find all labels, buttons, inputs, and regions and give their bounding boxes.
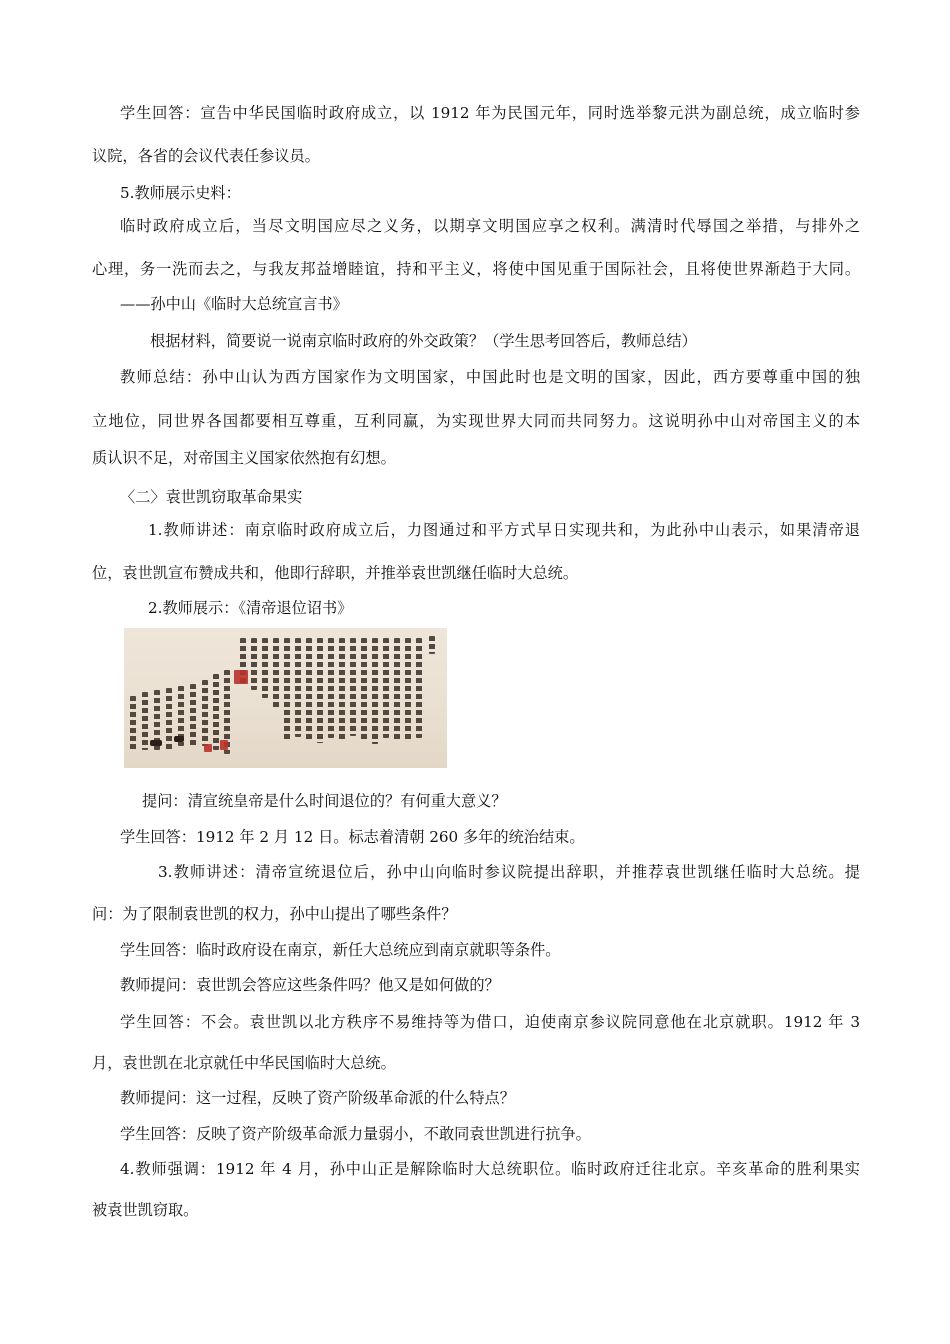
paragraph-line: 位，袁世凯宣布赞成共和，他即行辞职，并推举袁世凯继任临时大总统。 — [92, 564, 578, 582]
paragraph-line: 1.教师讲述：南京临时政府成立后，力图通过和平方式早日实现共和，为此孙中山表示，如果清帝退 — [148, 521, 860, 539]
paragraph-line: 问：为了限制袁世凯的权力，孙中山提出了哪些条件？ — [92, 905, 457, 923]
paragraph-line: 学生回答：1912 年 2 月 12 日。标志着清朝 260 多年的统治结束。 — [120, 828, 585, 846]
paragraph-line: 4.教师强调：1912 年 4 月，孙中山正是解除临时大总统职位。临时政府迁往北京。辛亥革命的胜利果实 — [120, 1160, 860, 1178]
paragraph-line: 学生回答：宣告中华民国临时政府成立，以 1912 年为民国元年，同时选举黎元洪为副总统，成立临时参 — [120, 104, 860, 122]
abdication-edict-image — [124, 628, 447, 768]
paragraph-line: 质认识不足，对帝国主义国家依然抱有幻想。 — [92, 449, 396, 467]
section-heading: 〈二〉袁世凯窃取革命果实 — [120, 488, 303, 506]
paragraph-line: 2.教师展示：《清帝退位诏书》 — [148, 599, 353, 617]
paragraph-line: 临时政府成立后，当尽文明国应尽之义务，以期享文明国应享之权利。满清时代辱国之举措，与排外之 — [120, 217, 860, 235]
paragraph-line: 被袁世凯窃取。 — [92, 1201, 199, 1219]
paragraph-line: 教师总结：孙中山认为西方国家作为文明国家，中国此时也是文明的国家，因此，西方要尊重中国的独 — [120, 368, 860, 386]
paragraph-line: 议院，各省的会议代表任参议员。 — [92, 147, 320, 165]
paragraph-line: 学生回答：临时政府设在南京，新任大总统应到南京就职等条件。 — [120, 941, 561, 959]
paragraph-line: 教师提问：这一过程，反映了资产阶级革命派的什么特点？ — [120, 1089, 515, 1107]
paragraph-line: 立地位，同世界各国都要相互尊重，互利同赢，为实现世界大同而共同努力。这说明孙中山对帝国主义的本 — [92, 412, 860, 430]
paragraph-line: 心理，务一洗而去之，与我友邦益增睦谊，持和平主义，将使中国见重于国际社会，且将使世界渐趋于大同。 — [92, 260, 860, 278]
paragraph-line: 3.教师讲述：清帝宣统退位后，孙中山向临时参议院提出辞职，并推荐袁世凯继任临时大总统。提 — [158, 863, 860, 881]
paragraph-line: 月，袁世凯在北京就任中华民国临时大总统。 — [92, 1054, 396, 1072]
paragraph-line: 学生回答：不会。袁世凯以北方秩序不易维持等为借口，迫使南京参议院同意他在北京就职。1912 年 3 — [120, 1013, 860, 1031]
quote-attribution: ——孙中山《临时大总统宣言书》 — [120, 295, 348, 313]
paragraph-line: 教师提问：袁世凯会答应这些条件吗？他又是如何做的？ — [120, 976, 500, 994]
paragraph-line: 学生回答：反映了资产阶级革命派力量弱小，不敢同袁世凯进行抗争。 — [120, 1125, 591, 1143]
paragraph-line: 根据材料，简要说一说南京临时政府的外交政策？（学生思考回答后，教师总结） — [150, 332, 697, 350]
paragraph-line: 提问：清宣统皇帝是什么时间退位的？有何重大意义？ — [142, 792, 507, 810]
paragraph-line: 5.教师展示史料： — [120, 184, 241, 202]
